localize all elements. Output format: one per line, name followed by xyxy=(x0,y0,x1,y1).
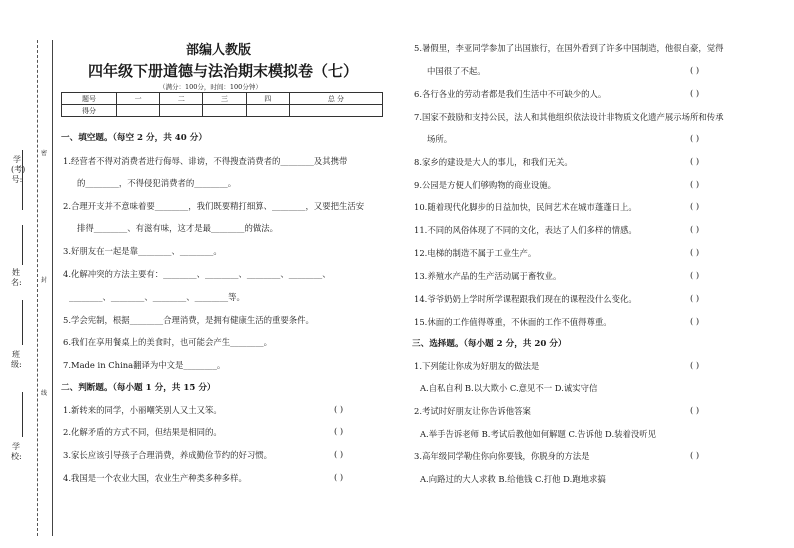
fill-line: ________、________、________、________等。 xyxy=(69,292,245,302)
publisher-title: 部编人教版 xyxy=(186,43,252,58)
answer-paren[interactable]: ( ) xyxy=(690,88,700,98)
fill-line: 5.学会宪制，根据________合理消费，是拥有健康生活的重要条件。 xyxy=(63,315,314,325)
judge-item: 场所。 xyxy=(427,134,453,144)
answer-paren[interactable]: ( ) xyxy=(690,360,700,370)
page-title: 四年级下册道德与法治期末模拟卷（七） xyxy=(88,62,359,80)
judge-item: 15.休面的工作值得尊重，不休面的工作不值得尊重。 xyxy=(414,317,612,327)
answer-paren[interactable]: ( ) xyxy=(334,404,344,414)
score-header-cell: 四 xyxy=(246,93,289,105)
answer-paren[interactable]: ( ) xyxy=(690,224,700,234)
judge-item: 6.各行各业的劳动者都是我们生活中不可缺少的人。 xyxy=(414,89,607,99)
fill-line: 1.经营者不得对消费者进行侮辱、诽谤，不得搜查消费者的________及其携带 xyxy=(63,156,348,166)
choice-options: A.向路过的大人求救 B.给他钱 C.打他 D.跑地求搞 xyxy=(420,474,606,484)
score-header-cell: 题号 xyxy=(62,93,117,105)
fill-line: 2.合理开支并不意味着要________，我们既要精打细算、________，又要把生活安 xyxy=(63,201,365,211)
fill-line: 3.好朋友在一起是靠________、________。 xyxy=(63,246,222,256)
answer-paren[interactable]: ( ) xyxy=(690,179,700,189)
seal-char-3: 线 xyxy=(40,390,47,397)
judge-item: 13.养殖水产品的生产活动属于畜牧业。 xyxy=(414,271,562,281)
answer-paren[interactable]: ( ) xyxy=(690,133,700,143)
section3-heading: 三、选择题。（每小题 2 分，共 20 分） xyxy=(412,339,567,349)
choice-question: 1.下列能让你成为好朋友的做法是 xyxy=(414,361,540,371)
answer-paren[interactable]: ( ) xyxy=(334,426,344,436)
judge-item: 10.随着现代化脚步的日益加快，民间艺术在城市蓬蓬日上。 xyxy=(414,202,637,212)
score-cell[interactable] xyxy=(203,105,246,117)
score-row-label: 得分 xyxy=(62,105,117,117)
section1-heading: 一、填空题。（每空 2 分，共 40 分） xyxy=(61,133,207,143)
seal-char-2: 封 xyxy=(40,277,47,284)
answer-paren[interactable]: ( ) xyxy=(690,247,700,257)
score-header-cell: 一 xyxy=(117,93,160,105)
score-cell[interactable] xyxy=(289,105,382,117)
answer-paren[interactable]: ( ) xyxy=(690,201,700,211)
judge-item: 8.家乡的建设是大人的事儿，和我们无关。 xyxy=(414,157,573,167)
score-cell[interactable] xyxy=(246,105,289,117)
seal-char-1: 密 xyxy=(40,150,47,157)
fill-line: 排得________、有滋有味，这才是最________的做法。 xyxy=(77,223,278,233)
judge-item: 4.我国是一个农业大国，农业生产种类多种多样。 xyxy=(63,473,247,483)
judge-item: 14.爷爷奶奶上学时所学课程跟我们现在的课程没什么变化。 xyxy=(414,294,637,304)
score-header-cell: 二 xyxy=(160,93,203,105)
score-header-cell: 三 xyxy=(203,93,246,105)
section2-heading: 二、判断题。（每小题 1 分，共 15 分） xyxy=(61,383,216,393)
judge-item: 9.公园是方便人们够购物的商业设施。 xyxy=(414,180,556,190)
answer-paren[interactable]: ( ) xyxy=(690,293,700,303)
judge-item: 7.国家不鼓励和支持公民，法人和其他组织依法设计非物质文化遗产展示场所和传承 xyxy=(414,112,724,122)
choice-question: 3.高年级同学勒住你向你要钱，你脱身的方法是 xyxy=(414,451,590,461)
judge-item: 11.不同的风俗体现了不同的文化，表达了人们多样的情感。 xyxy=(414,225,637,235)
score-header-cell: 总 分 xyxy=(289,93,382,105)
score-table xyxy=(61,92,383,117)
name-blank xyxy=(22,225,23,265)
id-blank xyxy=(22,150,23,210)
judge-item: 2.化解矛盾的方式不同，但结果是相同的。 xyxy=(63,427,222,437)
fill-line: 6.我们在享用餐桌上的美食时，也可能会产生________。 xyxy=(63,337,272,347)
answer-paren[interactable]: ( ) xyxy=(690,405,700,415)
judge-item: 5.暑假里，李亚同学参加了出国旅行，在国外看到了许多中国制造，他很自豪，觉得 xyxy=(414,43,724,53)
fill-line: 7.Made in China翻译为中文是________。 xyxy=(63,360,226,370)
score-cell[interactable] xyxy=(117,105,160,117)
school-blank xyxy=(22,392,23,437)
choice-options: A.自私自利 B.以大欺小 C.意见不一 D.诚实守信 xyxy=(420,383,598,393)
class-blank xyxy=(22,300,23,345)
choice-options: A.举手告诉老师 B.考试后教他如何解题 C.告诉他 D.装着没听见 xyxy=(420,429,656,439)
fill-line: 的________，不得侵犯消费者的________。 xyxy=(77,178,237,188)
judge-item: 12.电梯的制造不属于工业生产。 xyxy=(414,248,537,258)
answer-paren[interactable]: ( ) xyxy=(334,472,344,482)
id-label: 学(考)号: xyxy=(11,155,26,184)
school-label: 学校: xyxy=(11,442,22,461)
exam-info: （满分：100分，时间：100分钟） xyxy=(159,83,262,91)
score-cell[interactable] xyxy=(160,105,203,117)
judge-item: 1.新转来的同学，小丽嘲笑别人又土又笨。 xyxy=(63,405,222,415)
fill-line: 4.化解冲突的方法主要有：________、________、________、________、 xyxy=(63,269,331,279)
answer-paren[interactable]: ( ) xyxy=(690,450,700,460)
answer-paren[interactable]: ( ) xyxy=(690,156,700,166)
choice-question: 2.考试时好朋友让你告诉他答案 xyxy=(414,406,531,416)
binding-seal-line xyxy=(52,40,53,536)
judge-item: 中国很了不起。 xyxy=(427,66,486,76)
answer-paren[interactable]: ( ) xyxy=(690,270,700,280)
name-label: 姓名: xyxy=(11,268,22,287)
answer-paren[interactable]: ( ) xyxy=(690,316,700,326)
judge-item: 3.家长应该引导孩子合理消费，养成勤俭节约的好习惯。 xyxy=(63,450,272,460)
class-label: 班级: xyxy=(11,350,22,369)
answer-paren[interactable]: ( ) xyxy=(690,65,700,75)
binding-dashed-line xyxy=(37,40,38,536)
answer-paren[interactable]: ( ) xyxy=(334,449,344,459)
